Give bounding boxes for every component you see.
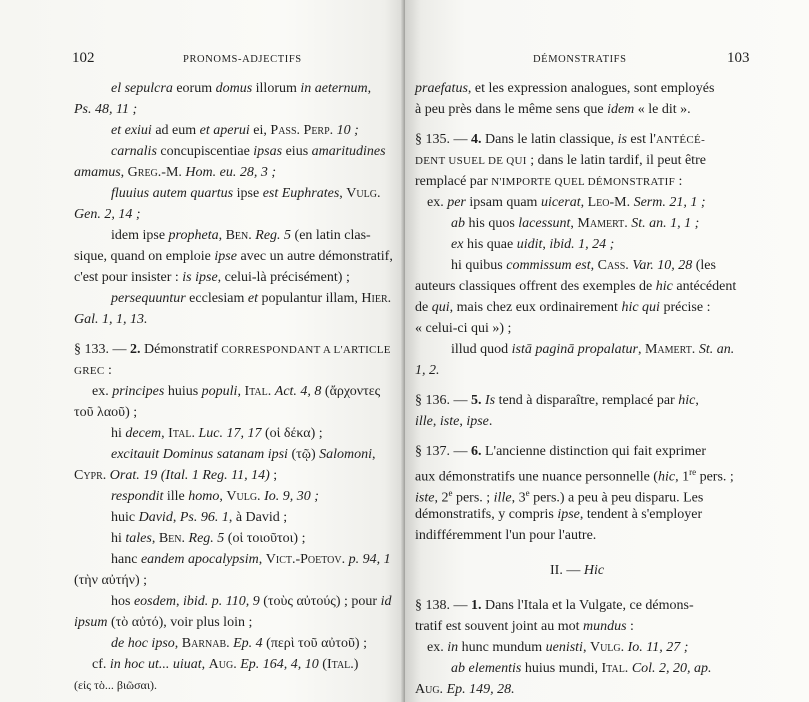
text-line: DENT USUEL DE QUI ; dans le latin tardif, il peut être <box>415 153 706 168</box>
text-line: ille, iste, ipse. <box>415 414 493 429</box>
section-heading: § 136. — 5. Is tend à disparaître, remplacé par hic, <box>415 393 699 408</box>
subsection-title: II. — Hic <box>550 563 605 578</box>
text-line: 1, 2. <box>415 363 440 378</box>
text-line: hanc eandem apocalypsim, Vict.-Poetov. p. 94, 1 <box>111 552 391 567</box>
text-line: el sepulcra eorum domus illorum in aeternum, <box>111 81 372 96</box>
text-line: ex. in hunc mundum uenisti, Vulg. Io. 11, 27 ; <box>427 640 689 655</box>
text-line: cf. in hoc ut... uiuat, Aug. Ep. 164, 4, 10 (Ital.) <box>92 657 359 672</box>
running-head: DÉMONSTRATIFS <box>533 54 627 65</box>
text-line: tratif est souvent joint au mot mundus : <box>415 619 634 634</box>
text-line: hos eosdem, ibid. p. 110, 9 (τοὺς αὐτούς) ; pour id <box>111 594 392 609</box>
section-heading: § 135. — 4. Dans le latin classique, is est l'ANTÉCÉ- <box>415 132 706 147</box>
section-heading: § 138. — 1. Dans l'Itala et la Vulgate, ce démons- <box>415 598 694 613</box>
text-line: indifféremment l'un pour l'autre. <box>415 528 597 543</box>
page-number: 103 <box>727 50 750 66</box>
section-heading: § 137. — 6. L'ancienne distinction qui fait exprimer <box>415 444 707 459</box>
text-line: Aug. Ep. 149, 28. <box>415 682 515 697</box>
text-line: et exiui ad eum et aperui ei, Pass. Perp. 10 ; <box>111 123 359 138</box>
text-line: idem ipse propheta, Ben. Reg. 5 (en latin clas- <box>111 228 371 243</box>
text-line: τοῦ λαοῦ) ; <box>74 405 138 420</box>
text-line: hi quibus commissum est, Cass. Var. 10, 28 (les <box>451 258 716 273</box>
text-line: excitauit Dominus satanam ipsi (τῷ) Salomoni, <box>111 447 376 462</box>
text-line: amamus, Greg.-M. Hom. eu. 28, 3 ; <box>74 165 277 180</box>
text-line: auteurs classiques offrent des exemples de hic antécédent <box>415 279 737 294</box>
text-line: carnalis concupiscentiae ipsas eius amaritudines <box>111 144 386 159</box>
running-head: PRONOMS-ADJECTIFS <box>183 54 302 65</box>
text-line: ipsum (τὸ αὐτό), voir plus loin ; <box>74 615 253 630</box>
text-line: c'est pour insister : is ipse, celui-là précisément) ; <box>74 270 350 285</box>
text-line: GREC : <box>74 363 112 378</box>
text-line: ab his quos lacessunt, Mamert. St. an. 1, 1 ; <box>451 216 700 231</box>
text-line: remplacé par N'IMPORTE QUEL DÉMONSTRATIF : <box>415 174 683 189</box>
page-number: 102 <box>72 50 95 66</box>
text-line: Cypr. Orat. 19 (Ital. 1 Reg. 11, 14) ; <box>74 468 278 483</box>
text-line: illud quod istā paginā propalatur, Mamert. St. an. <box>451 342 735 357</box>
text-line: Ps. 48, 11 ; <box>74 102 138 117</box>
text-line: sique, quand on emploie ipse avec un autre démonstratif, <box>74 249 393 264</box>
text-line: ex. principes huius populi, Ital. Act. 4, 8 (ἄρχοντες <box>92 384 381 399</box>
text-line: ab elementis huius mundi, Ital. Col. 2, 20, ap. <box>451 661 712 676</box>
text-line: (τὴν αὐτήν) ; <box>74 573 148 588</box>
right-page <box>405 0 809 702</box>
section-heading: § 133. — 2. Démonstratif CORRESPONDANT A L'ARTICLE <box>74 342 391 357</box>
text-line: praefatus, et les expression analogues, sont employés <box>415 81 715 96</box>
text-line: respondit ille homo, Vulg. Io. 9, 30 ; <box>111 489 319 504</box>
text-line: huic David, Ps. 96. 1, à David ; <box>111 510 288 525</box>
text-line: aux démonstratifs une nuance personnelle (hic, 1re pers. ; <box>415 467 734 485</box>
text-line: (εἰς τὸ... βιῶσαι). <box>74 678 158 692</box>
text-line: hi tales, Ben. Reg. 5 (οἱ τοιοῦτοι) ; <box>111 531 306 546</box>
text-line: fluuius autem quartus ipse est Euphrates, Vulg. <box>111 186 381 201</box>
text-line: « celui-ci qui ») ; <box>415 321 512 336</box>
text-line: iste, 2e pers. ; ille, 3e pers.) a peu à peu disparu. Les <box>415 488 704 506</box>
text-line: de qui, mais chez eux ordinairement hic qui précise : <box>415 300 711 315</box>
text-line: ex his quae uidit, ibid. 1, 24 ; <box>451 237 615 252</box>
text-line: de hoc ipso, Barnab. Ep. 4 (περὶ τοῦ αὐτοῦ) ; <box>111 636 367 651</box>
text-line: à peu près dans le même sens que idem « le dit ». <box>415 102 691 117</box>
text-line: hi decem, Ital. Luc. 17, 17 (οἱ δέκα) ; <box>111 426 323 441</box>
text-line: Gen. 2, 14 ; <box>74 207 141 222</box>
text-line: persequuntur ecclesiam et populantur illam, Hier. <box>111 291 392 306</box>
text-line: démonstratifs, y compris ipse, tendent à s'employer <box>415 507 703 522</box>
text-line: Gal. 1, 1, 13. <box>74 312 148 327</box>
text-line: ex. per ipsam quam uicerat, Leo-M. Serm. 21, 1 ; <box>427 195 706 210</box>
